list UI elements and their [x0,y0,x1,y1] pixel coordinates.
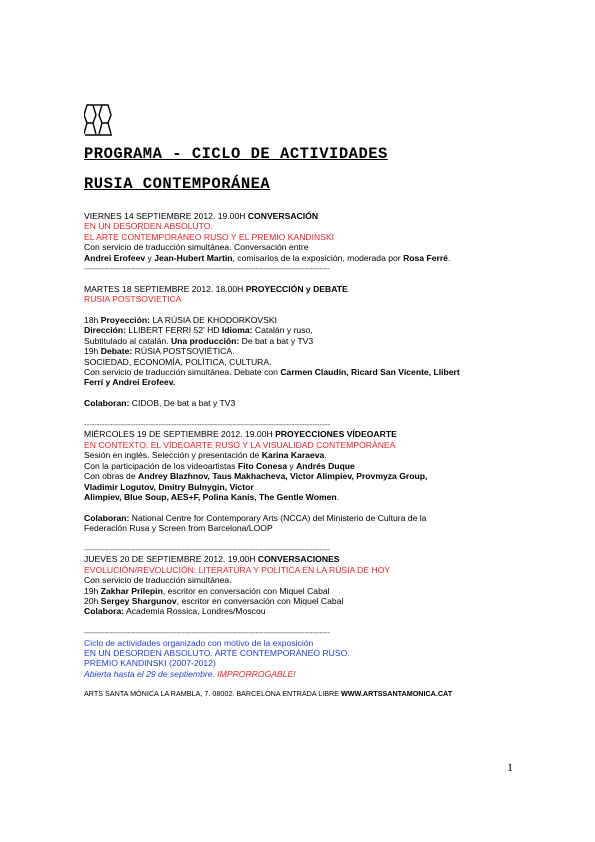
event3-colab-cont: Federación Rusa y Screen from Barcelona/LOOP [84,523,273,534]
event2-debaters-cont: Ferrí y Andrei Erofeev. [84,377,176,388]
event1-desc: Con servicio de traducción simultánea. Conversación entre [84,242,309,253]
closing-line1: Ciclo de actividades organizado con motivo de la exposición [84,637,314,648]
event3-session: Sesión en inglés. Selección y presentación de Karina Karaeva. [84,450,327,461]
event2-header: MARTES 18 SEPTIEMBRE 2012. 18.00H PROYECCIÓN y DEBATE [84,283,348,294]
event2-debaters: Con servicio de traducción simultánea. Debate con Carmen Claudín, Ricard San Vicente, Llibert [84,367,460,378]
event3-works-cont: Vladimir Logutov, Dmitry Bulnygin, Victor [84,481,254,492]
closing-line2: EN UN DESORDEN ABSOLUTO. ARTE CONTEMPORÁNEO RUSO. [84,647,350,658]
event3-colab: Colaboran: National Centre for Contemporary Arts (NCCA) del Ministerio de Cultura de la [84,512,427,523]
event4-colab: Colabora: Academia Rossica, Londres/Moscou [84,606,266,617]
event3-header: MIÉRCOLES 19 DE SEPTIEMBRE 2012. 19.00H PROYECCIONES VÍDEOARTE [84,429,397,440]
event4-desc: Con servicio de traducción simultánea. [84,575,232,586]
program-content [84,211,504,700]
event4-line3: 20h Sergey Shargunov, escritor en conversación con Miquel Cabal [84,595,344,606]
separator: ------------------------------------------------------------------------------------------------ [84,543,330,554]
event3-works-cont2: Alimpiev, Blue Soup, AES+F, Polina Kanis, The Gentle Women. [84,491,340,502]
event1-speakers: Andrei Erofeev y Jean-Hubert Martin, comisarios de la exposición, moderada por Rosa Ferré. [84,252,451,263]
closing-line3: PREMIO KANDINSKI (2007-2012) [84,658,216,669]
separator: ------------------------------------------------------------------------------------------------ [84,419,330,430]
event2-direction: Dirección: LLIBERT FERRI 52' HD Idioma: Catalán y ruso, [84,325,313,336]
event2-projection: 18h Proyección: LA RÚSIA DE KHODORKOVSKI [84,315,277,326]
event2-production: Subtitulado al catalán. Una producción: De bat a bat y TV3 [84,335,314,346]
page-title: PROGRAMA - CICLO DE ACTIVIDADES [84,145,388,163]
event1-header: VIERNES 14 SEPTIEMBRE 2012. 19.00H CONVERSACIÓN [84,211,319,221]
event3-artists: Con la participación de los videoartistas Fito Conesa y Andrés Duque [84,460,355,471]
event3-works: Con obras de Andrey Blazhnov, Taus Makhacheva, Victor Alimpiev, Provmyza Group, [84,471,428,482]
footer-url[interactable]: WWW.ARTSSANTAMONICA.CAT [340,689,453,699]
closing-line4: Abierta hasta el 29 de septiembre. IMPRORROGABLE! [84,668,296,679]
logo-icon [84,103,114,137]
event4-header: JUEVES 20 DE SEPTIEMBRE 2012. 19.00H CONVERSACIONES [84,554,340,565]
page-number: 1 [507,760,513,774]
event4-line2: 19h Zakhar Prilepin, escritor en conversación con Miquel Cabal [84,585,330,596]
event1-title2: EL ARTE CONTEMPORÁNEO RUSO Y EL PREMIO KANDINSKI [84,231,335,242]
separator: ------------------------------------------------------------------------------------------------ [84,263,330,274]
event4-title: EVOLUCIÓN/REVOLUCIÓN: LITERATURA Y POLÍTICA EN LA RÚSIA DE HOY [84,564,391,575]
footer: ARTS SANTA MÒNICA LA RAMBLA, 7. 08002. BARCELONA ENTRADA LIBRE WWW.ARTSSANTAMONICA.CAT [84,689,453,699]
event3-title: EN CONTEXTO. EL VÍDEOARTE RUSO Y LA VISUALIDAD CONTEMPORÁNEA [84,439,396,450]
event2-topics: SOCIEDAD, ECONOMÍA, POLÍTICA, CULTURA. [84,356,272,367]
page-subtitle: RUSIA CONTEMPORÁNEA [84,175,271,193]
separator: ------------------------------------------------------------------------------------------------ [84,627,330,638]
event1-title1: EN UN DESORDEN ABSOLUTO. [84,221,213,232]
event2-title: RUSIA POSTSOVIETICA [84,294,182,305]
event2-debate: 19h Debate: RÚSIA POSTSOVIÉTICA. [84,346,235,357]
event2-colab: Colaboran: CIDOB, De bat a bat y TV3 [84,398,236,409]
